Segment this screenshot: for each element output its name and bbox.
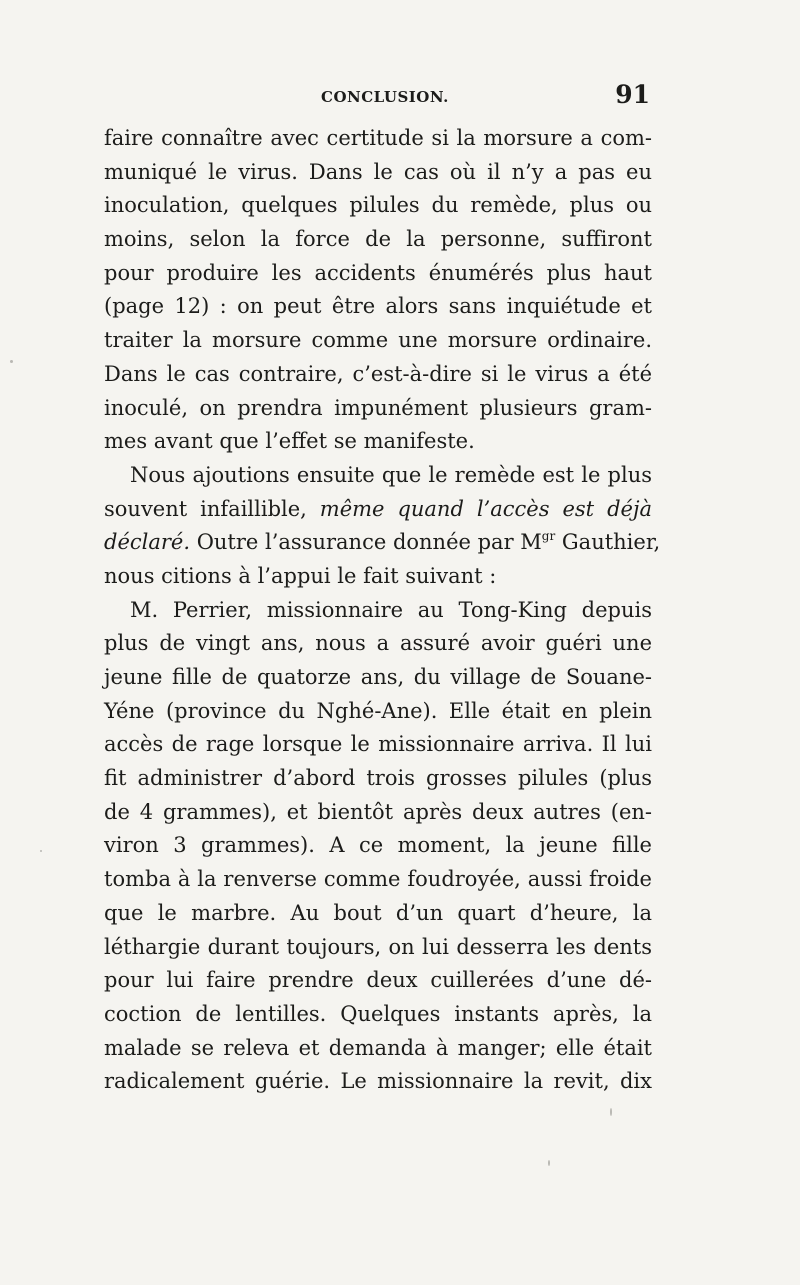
text-line: pour produire les accidents énumérés plus haut <box>104 260 652 285</box>
italic-run: déclaré. <box>104 530 191 555</box>
text-line: (page 12) : on peut être alors sans inquiétude et <box>104 294 652 319</box>
text-line: viron 3 grammes). A ce moment, la jeune fille <box>104 833 652 858</box>
text-line: Yéne (province du Nghé-Ane). Elle était en plein <box>104 698 652 723</box>
text-line: Dans le cas contraire, c’est-à-dire si le virus a été <box>104 361 652 386</box>
running-head <box>104 80 652 116</box>
text-line: léthargie durant toujours, on lui desserra les dents <box>104 934 652 959</box>
paper-speck <box>548 1160 550 1166</box>
text-line: traiter la morsure comme une morsure ordinaire. <box>104 328 652 353</box>
paragraph-start-line: Nous ajoutions ensuite que le remède est le plus <box>130 462 652 487</box>
text-line: plus de vingt ans, nous a assuré avoir guéri une <box>104 631 652 656</box>
superscript: gr <box>541 529 556 544</box>
text-line: moins, selon la force de la personne, suffiront <box>104 227 652 252</box>
italic-run: même quand l’accès est déjà <box>319 496 652 521</box>
text-line: inoculation, quelques pilules du remède, plus ou <box>104 193 652 218</box>
text-line <box>104 526 661 560</box>
text-line: malade se releva et demanda à manger; elle était <box>104 1035 652 1060</box>
text-line: accès de rage lorsque le missionnaire arriva. Il lui <box>104 732 652 757</box>
text-line: inoculé, on prendra impunément plusieurs gram- <box>104 395 652 420</box>
text-line: faire connaître avec certitude si la morsure a com- <box>104 126 652 150</box>
text-line: de 4 grammes), et bientôt après deux autres (en- <box>104 799 652 824</box>
text-line: jeune fille de quatorze ans, du village de Souane- <box>104 665 652 689</box>
paragraph-start-line: M. Perrier, missionnaire au Tong-King depuis <box>130 597 652 622</box>
body-text <box>104 122 661 1099</box>
paper-speck <box>610 1108 612 1116</box>
text-line: fit administrer d’abord trois grosses pilules (plus <box>104 766 652 791</box>
text-line: muniqué le virus. Dans le cas où il n’y a pas eu <box>104 159 652 184</box>
paper-speck <box>10 360 13 363</box>
paragraph-end-line: mes avant que l’effet se manifeste. <box>104 429 475 454</box>
text-line: pour lui faire prendre deux cuillerées d’une dé- <box>104 968 652 993</box>
text-line: coction de lentilles. Quelques instants après, la <box>104 1001 652 1026</box>
paragraph-end-line: nous citions à l’appui le fait suivant : <box>104 563 497 588</box>
text-line: radicalement guérie. Le missionnaire la revit, dix <box>104 1069 652 1094</box>
text-line <box>104 493 652 527</box>
text-line: tomba à la renverse comme foudroyée, aussi froide <box>104 867 652 892</box>
text-run: souvent infaillible, <box>104 496 320 521</box>
text-run: Outre l’assurance donnée par M <box>190 530 542 555</box>
text-run: Gauthier, <box>555 530 661 555</box>
page-number: 91 <box>615 80 650 109</box>
text-line: que le marbre. Au bout d’un quart d’heure, la <box>104 900 652 925</box>
running-head-title: CONCLUSION. <box>321 88 449 106</box>
paper-speck <box>40 850 42 852</box>
